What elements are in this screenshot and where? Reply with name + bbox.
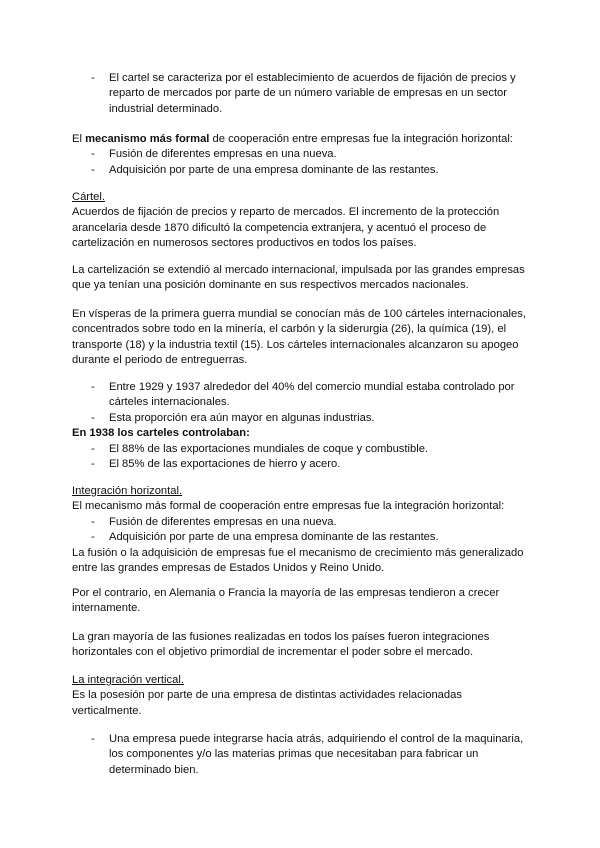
cartel-paragraph-3: En vísperas de la primera guerra mundial se conocían más de 100 cárteles internacionales, concentrados sobre todo en la minería, el carbón y la siderurgia (26), la química (19), el transporte (18) y la industria textil (15). Los cárteles internacionales alcanzaron su apogeo durante el periodo de entreguerras. — [72, 308, 526, 367]
list-item: - Fusión de diferentes empresas en una nueva. — [72, 147, 532, 162]
cartel-list — [72, 380, 532, 472]
vertical-heading: La integración vertical. — [72, 674, 184, 686]
horizontal-heading: Integración horizontal. — [72, 485, 183, 497]
mecanismo-sentence — [72, 132, 532, 147]
horizontal-paragraph-3: Por el contrario, en Alemania o Francia la mayoría de las empresas tendieron a crecer internamente. — [72, 587, 500, 615]
list-item: - El cartel se caracteriza por el establecimiento de acuerdos de fijación de precios y reparto de mercados por parte de un número variable de empresas en un sector industrial determinado. — [72, 71, 532, 117]
list-item: - Adquisición por parte de una empresa dominante de las restantes. — [72, 530, 532, 545]
list-item: - El 85% de las exportaciones de hierro y acero. — [72, 457, 532, 472]
list-item: - Esta proporción era aún mayor en algunas industrias. — [72, 411, 532, 426]
vertical-paragraph-1: Es la posesión por parte de una empresa de distintas actividades relacionadas verticalmente. — [72, 689, 462, 717]
vertical-section — [72, 673, 532, 719]
vertical-list — [72, 732, 532, 778]
cartel-section — [72, 190, 532, 252]
horizontal-paragraph-1: El mecanismo más formal de cooperación entre empresas fue la integración horizontal: — [72, 500, 505, 513]
cartel-paragraph-2: La cartelización se extendió al mercado internacional, impulsada por las grandes empresas que ya tenían una posición dominante en sus respectivos mercados nacionales. — [72, 264, 525, 292]
cartel-paragraph-1: Acuerdos de fijación de precios y reparto de mercados. El incremento de la protección arancelaria desde 1870 dificultó la competencia extranjera, y acentuó el proceso de cartelización en numerosos sectores productivos en todos los países. — [72, 206, 500, 250]
cartel-paragraph-3-wrap — [72, 307, 532, 369]
mecanismo-prefix: El — [72, 133, 82, 145]
cartel-heading: Cártel. — [72, 191, 105, 203]
cartel-paragraph-2-wrap — [72, 263, 532, 294]
intro-list — [72, 71, 532, 117]
cartel-bold-line: En 1938 los carteles controlaban: — [72, 427, 250, 440]
list-item: - Entre 1929 y 1937 alrededor del 40% del comercio mundial estaba controlado por cárteles internacionales. — [72, 380, 532, 411]
horizontal-paragraph-4: La gran mayoría de las fusiones realizadas en todos los países fueron integraciones horizontales con el objetivo primordial de incrementar el poder sobre el mercado. — [72, 631, 490, 659]
horizontal-paragraph-2: La fusión o la adquisición de empresas fue el mecanismo de crecimiento más generalizado entre las grandes empresas de Estados Unidos y Reino Unido. — [72, 546, 524, 575]
mecanismo-suffix: de cooperación entre empresas fue la integración horizontal: — [212, 133, 513, 145]
horizontal-paragraph-4-wrap — [72, 630, 532, 661]
list-item: - El 88% de las exportaciones mundiales de coque y combustible. — [72, 442, 532, 457]
horizontal-section — [72, 484, 532, 576]
list-item: - Fusión de diferentes empresas en una nueva. — [72, 515, 532, 530]
list-item: - Adquisición por parte de una empresa dominante de las restantes. — [72, 163, 532, 178]
horizontal-paragraph-3-wrap — [72, 586, 532, 617]
mecanismo-bold: mecanismo más formal — [85, 133, 210, 145]
mecanismo-section — [72, 132, 532, 178]
list-item: - Una empresa puede integrarse hacia atrás, adquiriendo el control de la maquinaria, los componentes y/o las materias primas que necesitaban para fabricar un determinado bien. — [72, 732, 532, 778]
